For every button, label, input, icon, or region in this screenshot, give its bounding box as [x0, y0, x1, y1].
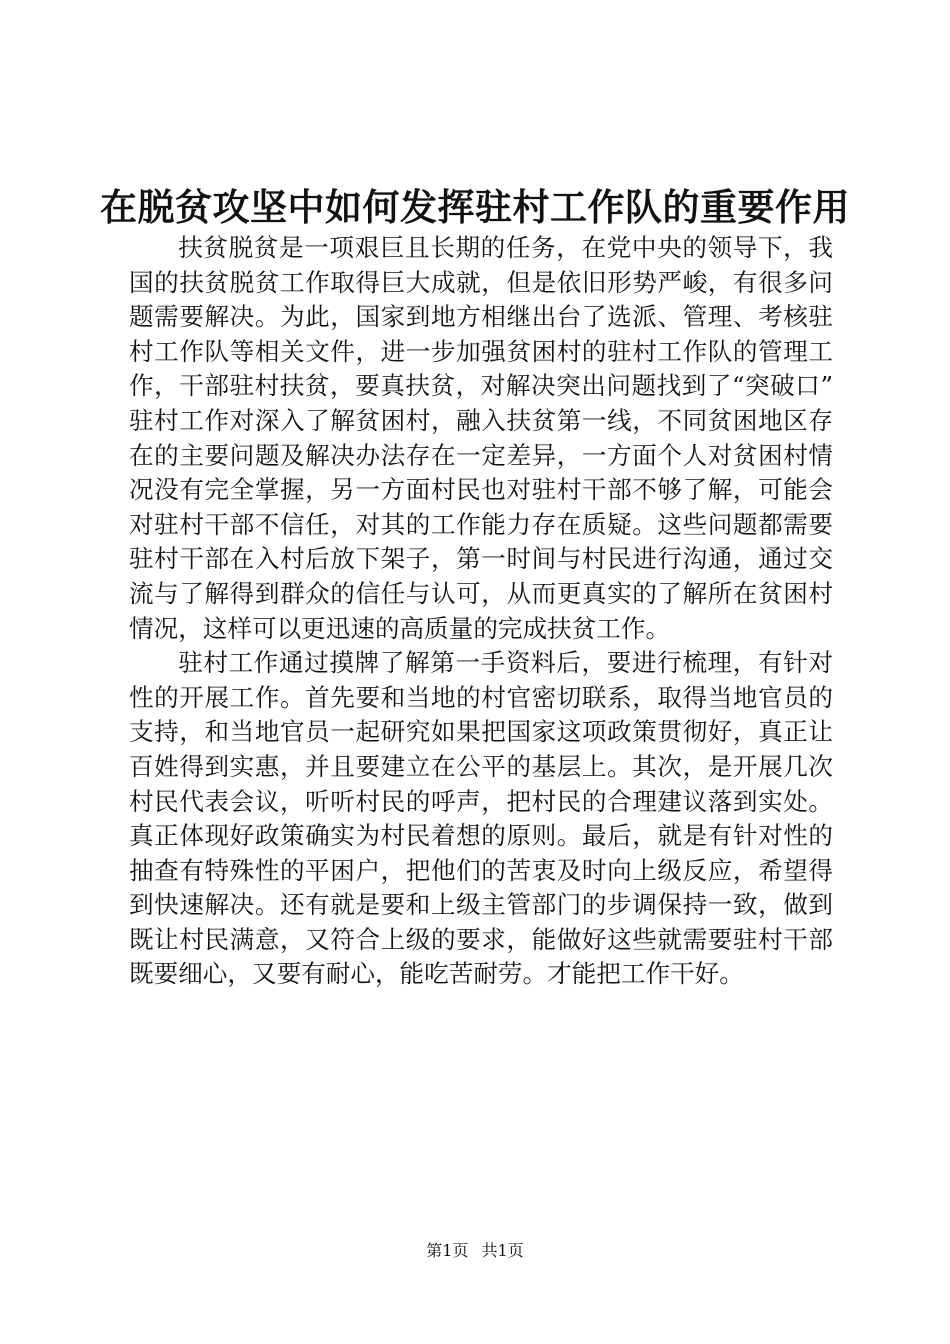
document-title: 在脱贫攻坚中如何发挥驻村工作队的重要作用: [100, 185, 850, 229]
document-body: [129, 231, 833, 992]
page-total: 共1页: [481, 1241, 524, 1260]
paragraph-2: 驻村工作通过摸牌了解第一手资料后，要进行梳理，有针对性的开展工作。首先要和当地的村官密切联系，取得当地官员的支持，和当地官员一起研究如果把国家这项政策贯彻好，真正让百姓得到实惠，并且要建立在公平的基层上。其次，是开展几次村民代表会议，听听村民的呼声，把村民的合理建议落到实处。真正体现好政策确实为村民着想的原则。最后，就是有针对性的抽查有特殊性的平困户，把他们的苦衷及时向上级反应，希望得到快速解决。还有就是要和上级主管部门的步调保持一致，做到既让村民满意，又符合上级的要求，能做好这些就需要驻村干部既要细心，又要有耐心，能吃苦耐劳。才能把工作干好。: [129, 648, 833, 989]
page-footer: [0, 1240, 950, 1262]
paragraph-1: 扶贫脱贫是一项艰巨且长期的任务，在党中央的领导下，我国的扶贫脱贫工作取得巨大成就，但是依旧形势严峻，有很多问题需要解决。为此，国家到地方相继出台了选派、管理、考核驻村工作队等相关文件，进一步加强贫困村的驻村工作队的管理工作，干部驻村扶贫，要真扶贫，对解决突出问题找到了“突破口”驻村工作对深入了解贫困村，融入扶贫第一线，不同贫困地区存在的主要问题及解决办法存在一定差异，一方面个人对贫困村情况没有完全掌握，另一方面村民也对驻村干部不够了解，可能会对驻村干部不信任，对其的工作能力存在质疑。这些问题都需要驻村干部在入村后放下架子，第一时间与村民进行沟通，通过交流与了解得到群众的信任与认可，从而更真实的了解所在贫困村情况，这样可以更迅速的高质量的完成扶贫工作。: [129, 233, 833, 643]
page-number: 第1页: [426, 1241, 469, 1260]
